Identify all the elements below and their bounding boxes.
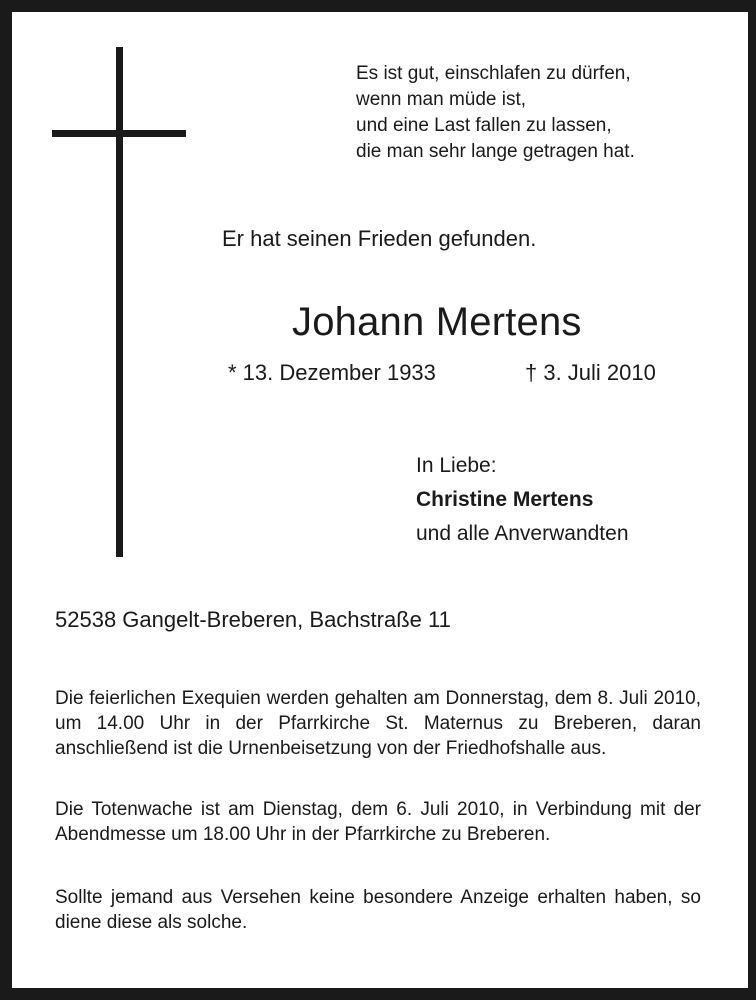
peace-line: Er hat seinen Frieden gefunden.: [222, 226, 537, 251]
poem-line: wenn man müde ist,: [356, 89, 527, 110]
death-date: † 3. Juli 2010: [525, 360, 656, 385]
poem: [356, 61, 635, 165]
funeral-paragraph: Die feierlichen Exequien werden gehalten am Donnerstag, dem 8. Juli 2010, um 14.00 Uhr in der Pfarrkirche St. Maternus zu Breberen, daran anschließend ist die Urnenbeisetzung von der Friedhofshalle aus.: [55, 688, 701, 759]
cross-icon-horizontal-bar: [52, 130, 186, 137]
mourners-others: und alle Anverwandten: [416, 522, 629, 545]
birth-date: * 13. Dezember 1933: [228, 360, 436, 385]
address: 52538 Gangelt-Breberen, Bachstraße 11: [55, 607, 451, 632]
poem-line: und eine Last fallen zu lassen,: [356, 115, 612, 136]
wake-paragraph: Die Totenwache ist am Dienstag, dem 6. Juli 2010, in Verbindung mit der Abendmesse um 18.00 Uhr in der Pfarrkirche zu Breberen.: [55, 799, 701, 845]
deceased-name: Johann Mertens: [292, 300, 582, 344]
poem-line: die man sehr lange getragen hat.: [356, 141, 635, 162]
mourner-name: Christine Mertens: [416, 488, 594, 511]
mourners-intro: In Liebe:: [416, 454, 497, 477]
mourners: [416, 449, 629, 551]
notice-paragraph: Sollte jemand aus Versehen keine besondere Anzeige erhalten haben, so diene diese als solche.: [55, 887, 701, 933]
cross-icon-vertical-bar: [116, 47, 123, 557]
poem-line: Es ist gut, einschlafen zu dürfen,: [356, 63, 631, 84]
